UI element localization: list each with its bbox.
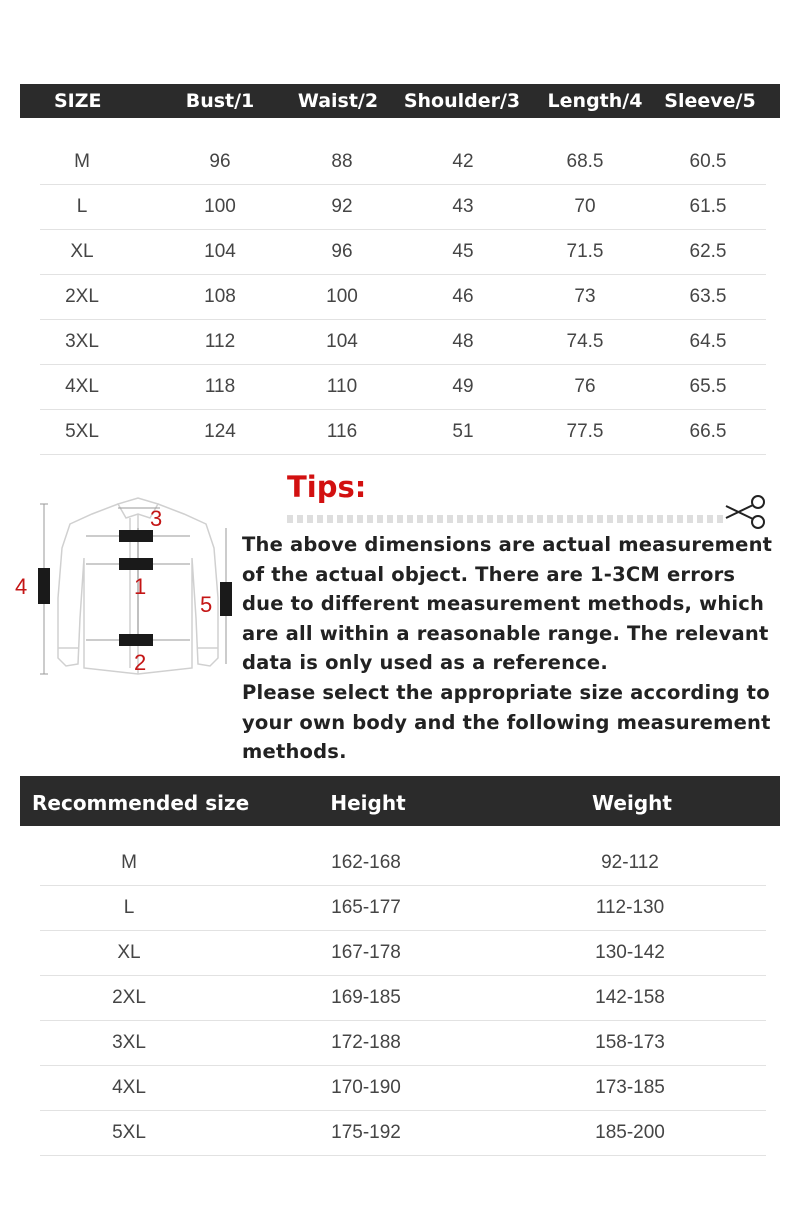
table-cell: 175-192 <box>331 1122 401 1143</box>
header-sleeve: Sleeve/5 <box>664 90 756 112</box>
table-row <box>40 230 766 275</box>
table-cell: 130-142 <box>595 942 665 963</box>
table-cell: 165-177 <box>331 897 401 918</box>
table-cell: 74.5 <box>566 331 604 352</box>
hem-marker <box>119 634 153 646</box>
table-cell: 62.5 <box>689 241 727 262</box>
table-cell: 88 <box>331 151 353 172</box>
table-cell: 5XL <box>112 1122 146 1143</box>
tips-line: methods. <box>242 740 347 764</box>
scissors-icon <box>722 494 768 530</box>
label-5: 5 <box>200 592 213 617</box>
table-cell: 172-188 <box>331 1032 401 1053</box>
table-cell: 43 <box>452 196 474 217</box>
table-row <box>40 1066 766 1111</box>
table-row <box>40 410 766 455</box>
sleeve-marker <box>220 582 232 616</box>
table-cell: 48 <box>452 331 474 352</box>
table-cell: 116 <box>326 421 358 442</box>
table-cell: 77.5 <box>566 421 604 442</box>
waist-marker <box>119 558 153 570</box>
label-2: 2 <box>134 650 147 675</box>
table-cell: 49 <box>452 376 474 397</box>
table-cell: 4XL <box>112 1077 146 1098</box>
table-cell: 61.5 <box>689 196 727 217</box>
table-cell: 162-168 <box>331 852 401 873</box>
table-row <box>40 931 766 976</box>
table-cell: 4XL <box>65 376 99 397</box>
header-size: SIZE <box>54 90 102 112</box>
table-cell: 3XL <box>112 1032 146 1053</box>
table-cell: 104 <box>204 241 236 262</box>
table-cell: 108 <box>204 286 236 307</box>
table-cell: L <box>123 897 135 918</box>
table-row <box>40 320 766 365</box>
label-3: 3 <box>150 506 163 531</box>
table-cell: 51 <box>452 421 474 442</box>
table-cell: M <box>121 852 137 873</box>
table-cell: 112 <box>204 331 236 352</box>
table-row <box>40 841 766 886</box>
table-cell: 60.5 <box>689 151 727 172</box>
dashed-cut-line <box>287 515 727 523</box>
table-cell: 2XL <box>112 987 146 1008</box>
table-cell: XL <box>117 942 141 963</box>
table-cell: 104 <box>326 331 358 352</box>
table-cell: 46 <box>452 286 474 307</box>
tips-line: are all within a reasonable range. The relevant <box>242 621 769 645</box>
table-cell: 100 <box>326 286 358 307</box>
header-weight: Weight <box>592 791 672 815</box>
label-1: 1 <box>134 574 147 599</box>
table-cell: 5XL <box>65 421 99 442</box>
table-cell: M <box>74 151 90 172</box>
table-row <box>40 886 766 931</box>
header-length: Length/4 <box>547 90 643 112</box>
table-cell: 68.5 <box>566 151 604 172</box>
table-cell: 66.5 <box>689 421 727 442</box>
size-table-header <box>20 84 780 118</box>
table-row <box>40 1021 766 1066</box>
table-cell: 64.5 <box>689 331 727 352</box>
tips-text <box>242 530 800 767</box>
table-cell: 142-158 <box>595 987 665 1008</box>
table-cell: 169-185 <box>331 987 401 1008</box>
tips-line: The above dimensions are actual measurement <box>242 533 773 556</box>
table-cell: 158-173 <box>595 1032 665 1053</box>
table-cell: 2XL <box>65 286 99 307</box>
header-shoulder: Shoulder/3 <box>403 90 521 112</box>
tips-line: Please select the appropriate size according to <box>242 680 770 704</box>
tips-title: Tips: <box>287 470 367 504</box>
table-row <box>40 365 766 410</box>
tips-line: your own body and the following measurement <box>242 710 771 734</box>
table-cell: 76 <box>574 376 596 397</box>
table-cell: 96 <box>209 151 231 172</box>
table-cell: 100 <box>204 196 236 217</box>
table-cell: 3XL <box>65 331 99 352</box>
table-cell: 70 <box>574 196 596 217</box>
table-row <box>40 1111 766 1156</box>
header-bust: Bust/1 <box>185 90 255 112</box>
table-cell: 73 <box>574 286 596 307</box>
length-marker <box>38 568 50 604</box>
table-cell: 185-200 <box>595 1122 665 1143</box>
tips-line: due to different measurement methods, which <box>242 592 765 616</box>
table-cell: 96 <box>331 241 353 262</box>
label-4: 4 <box>15 574 28 599</box>
table-cell: 167-178 <box>331 942 401 963</box>
table-cell: 71.5 <box>566 241 604 262</box>
table-cell: 45 <box>452 241 474 262</box>
table-cell: 124 <box>204 421 236 442</box>
table-cell: 63.5 <box>689 286 727 307</box>
table-cell: 112-130 <box>595 897 665 918</box>
table-row <box>40 976 766 1021</box>
bust-marker <box>119 530 153 542</box>
recommend-table-header <box>20 776 780 826</box>
table-cell: 92 <box>331 196 353 217</box>
header-height: Height <box>330 791 406 815</box>
tips-line: data is only used as a reference. <box>242 651 608 675</box>
header-waist: Waist/2 <box>297 90 379 112</box>
table-cell: 173-185 <box>595 1077 665 1098</box>
table-cell: 170-190 <box>331 1077 401 1098</box>
table-cell: 42 <box>452 151 474 172</box>
table-cell: 65.5 <box>689 376 727 397</box>
header-recommended-size: Recommended size <box>32 791 250 815</box>
table-cell: 118 <box>204 376 236 397</box>
table-cell: 92-112 <box>601 852 659 873</box>
table-cell: XL <box>70 241 94 262</box>
table-row <box>40 275 766 320</box>
table-row <box>40 185 766 230</box>
table-cell: 110 <box>326 376 358 397</box>
table-cell: L <box>76 196 88 217</box>
table-row <box>40 140 766 185</box>
shirt-measurement-diagram <box>0 488 250 688</box>
tips-line: of the actual object. There are 1-3CM errors <box>242 562 736 586</box>
